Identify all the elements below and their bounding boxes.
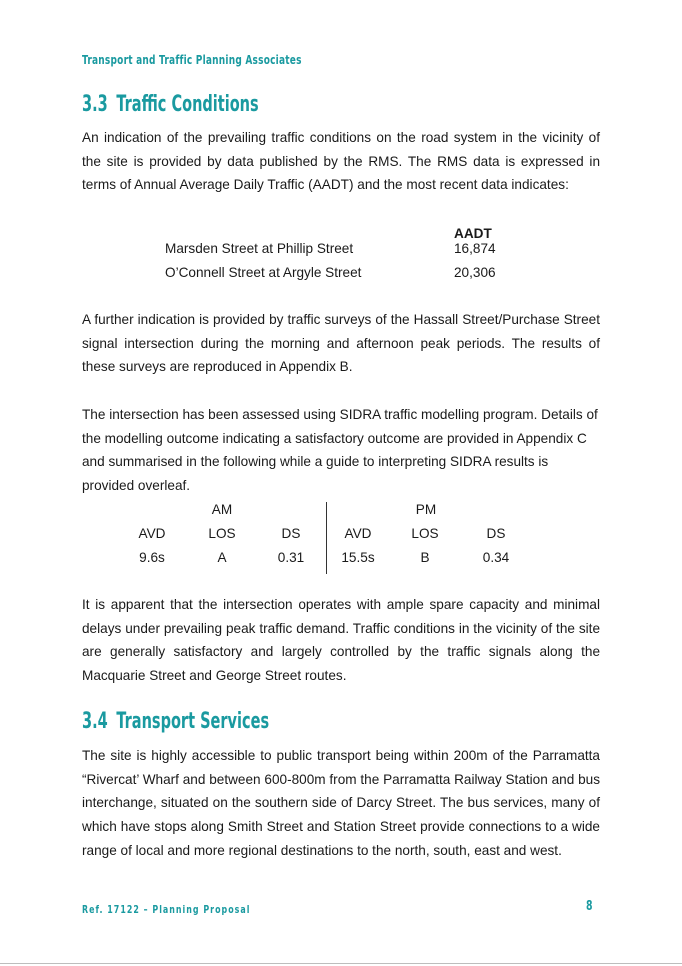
sidra-cell: A: [217, 550, 227, 565]
sidra-column-header: LOS: [411, 526, 439, 541]
paragraph-traffic-intro: An indication of the prevailing traffic conditions on the road system in the vicinity of the site is provided by data published by the RMS. The RMS data is expressed in terms of Annual Average Daily Traffic (AADT) and the most recent data indicates:: [82, 130, 600, 193]
aadt-location: O’Connell Street at Argyle Street: [165, 265, 362, 280]
sidra-cell: B: [420, 550, 430, 565]
aadt-value: 20,306: [454, 265, 496, 280]
footer-reference: Ref. 17122 – Planning Proposal: [82, 903, 251, 916]
sidra-column-header: AVD: [344, 526, 372, 541]
section-number: 3.4: [82, 709, 108, 734]
paragraph-transport-services: The site is highly accessible to public transport being within 200m of the Parramatta “Rivercat’ Wharf and between 600-800m from the Parramatta Railway Station and bus interchange, situated on the southern side of Darcy Street. The bus services, many of which have stops along Smith Street and Station Street provide connections to a wide range of local and more regional destinations to the north, south, east and west.: [82, 748, 600, 858]
table-divider: [326, 502, 327, 574]
aadt-location: Marsden Street at Phillip Street: [165, 241, 354, 256]
sidra-pm-label: PM: [415, 502, 437, 517]
sidra-column-header: DS: [486, 526, 506, 541]
sidra-column-header: AVD: [138, 526, 166, 541]
page-edge-divider: [0, 963, 682, 964]
page-number: 8: [586, 899, 593, 914]
aadt-header: AADT: [454, 226, 492, 241]
sidra-cell: 15.5s: [341, 550, 375, 565]
paragraph-traffic-summary: It is apparent that the intersection operates with ample spare capacity and minimal delays under prevailing peak traffic demand. Traffic conditions in the vicinity of the site are generally satisfactory and largely controlled by the traffic signals along the Macquarie Street and George Street routes.: [82, 597, 600, 684]
sidra-column-header: LOS: [208, 526, 236, 541]
aadt-value: 16,874: [454, 241, 496, 256]
sidra-cell: 0.34: [482, 550, 510, 565]
sidra-cell: 9.6s: [139, 550, 165, 565]
section-title: Transport Services: [116, 709, 270, 734]
section-heading-3-3: [82, 92, 259, 117]
running-header: Transport and Traffic Planning Associates: [82, 52, 302, 67]
section-heading-3-4: [82, 709, 269, 734]
section-title: Traffic Conditions: [116, 92, 259, 117]
paragraph-sidra: The intersection has been assessed using SIDRA traffic modelling program. Details of the modelling outcome indicating a satisfactory outcome are provided in Appendix C and summarised in the following while a guide to interpreting SIDRA results is provided overleaf.: [82, 407, 598, 494]
sidra-cell: 0.31: [277, 550, 305, 565]
sidra-column-header: DS: [281, 526, 301, 541]
section-number: 3.3: [82, 92, 108, 117]
paragraph-traffic-surveys: A further indication is provided by traffic surveys of the Hassall Street/Purchase Street signal intersection during the morning and afternoon peak periods. The results of these surveys are reproduced in Appendix B.: [82, 312, 600, 375]
sidra-am-label: AM: [211, 502, 233, 517]
